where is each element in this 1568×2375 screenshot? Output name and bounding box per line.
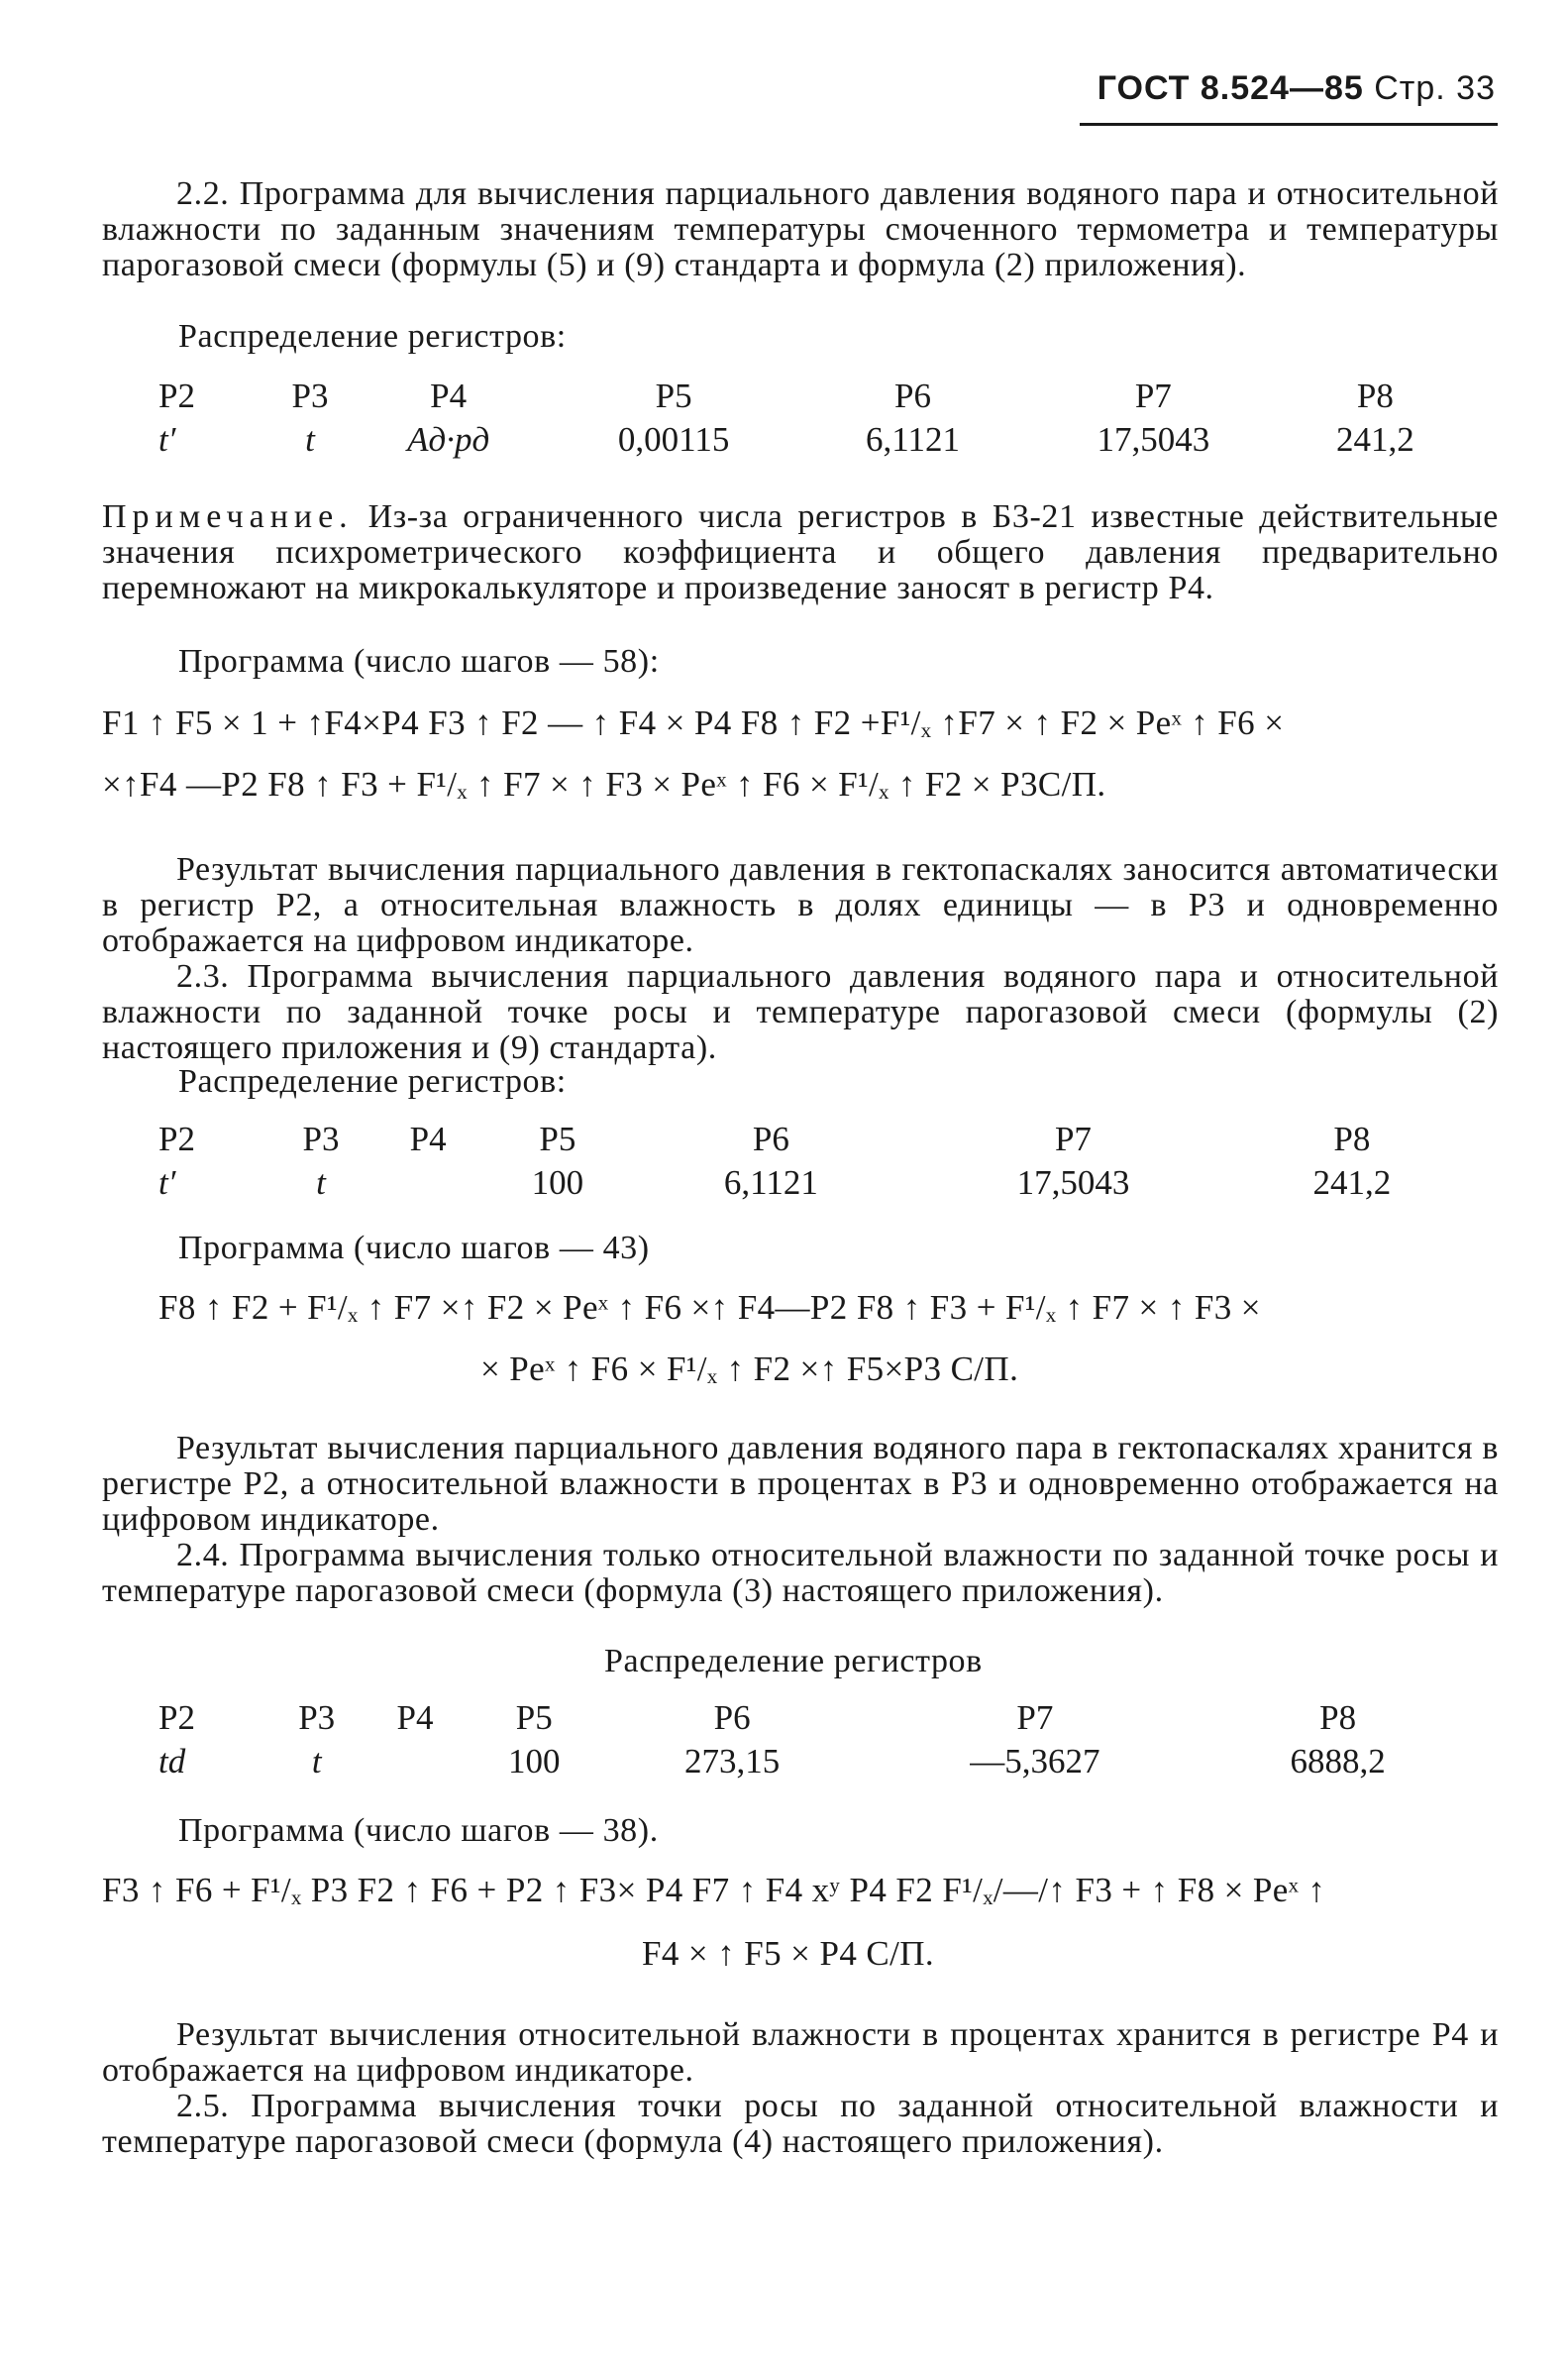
register-name: Р5: [655, 377, 692, 415]
register-name: Р2: [158, 377, 195, 415]
register-value: 0,00115: [617, 420, 730, 459]
register-name: Р3: [298, 1698, 336, 1737]
register-value: 100: [508, 1742, 561, 1781]
section-2-2-register-title: Распределение регистров:: [178, 318, 567, 355]
register-value: 6888,2: [1290, 1742, 1386, 1781]
section-2-3-register-title: Распределение регистров:: [178, 1063, 567, 1100]
register-name: Р4: [396, 1698, 434, 1737]
register-name: Р7: [1016, 1698, 1054, 1737]
register-name: Р4: [430, 377, 468, 415]
note-paragraph: [102, 499, 1499, 606]
note-label: Примечание.: [102, 498, 354, 535]
section-2-4-program-caption: Программа (число шагов — 38).: [178, 1812, 659, 1849]
section-2-3-text: 2.3. Программа вычисления парциального давления водяного пара и относительной влажности по заданной точке росы и температуре парогазовой смеси (формулы (2) настоящего приложения и (9) стандарта).: [102, 958, 1499, 1066]
register-names-row: [129, 1118, 1466, 1161]
section-2-3-program-line-2: × Peˣ ↑ F6 × F¹/ₓ ↑ F2 ×↑ F5×P3 C/П.: [480, 1349, 1019, 1388]
register-value: t: [311, 1742, 322, 1781]
section-2-4-result: Результат вычисления относительной влажности в процентах хранится в регистре Р4 и отображается на цифровом индикаторе.: [102, 2016, 1499, 2089]
register-value: t′: [158, 1163, 176, 1202]
register-name: Р7: [1134, 377, 1172, 415]
register-value: Aд·pд: [407, 420, 490, 459]
register-value: 6,1121: [723, 1163, 818, 1202]
section-2-4-register-title: Распределение регистров: [604, 1643, 983, 1679]
section-2-3-program-caption: Программа (число шагов — 43): [178, 1230, 650, 1266]
register-values-row: [129, 418, 1466, 462]
register-value: 241,2: [1312, 1163, 1392, 1202]
register-value: 241,2: [1335, 420, 1414, 459]
section-2-3-register-table: [129, 1118, 1466, 1205]
section-2-4-register-table: [129, 1696, 1466, 1783]
header-rule: [1080, 123, 1498, 126]
page-number: Стр. 33: [1374, 69, 1496, 107]
register-value: [366, 1740, 464, 1783]
section-2-2-register-table: [129, 375, 1466, 462]
register-values-row: [129, 1161, 1466, 1205]
register-name: Р2: [158, 1698, 195, 1737]
register-value: t′: [158, 420, 176, 459]
register-name: Р8: [1333, 1120, 1371, 1158]
register-value: 17,5043: [1016, 1163, 1130, 1202]
standard-number: ГОСТ 8.524—85: [1097, 69, 1364, 107]
register-names-row: [129, 1696, 1466, 1740]
register-value: td: [158, 1742, 186, 1781]
register-name: Р6: [752, 1120, 789, 1158]
register-name: Р5: [539, 1120, 576, 1158]
section-2-2-text: 2.2. Программа для вычисления парциального давления водяного пара и относительной влажности по заданным значениям температуры смоченного термометра и температуры парогазовой смеси (формулы (5) и (9) стандарта и формула (2) приложения).: [102, 175, 1499, 283]
section-2-4-program-line-1: F3 ↑ F6 + F¹/ₓ P3 F2 ↑ F6 + P2 ↑ F3× P4 F7 ↑ F4 xʸ P4 F2 F¹/ₓ/—/↑ F3 + ↑ F8 × Peˣ ↑: [102, 1871, 1326, 1909]
register-value: 100: [531, 1163, 584, 1202]
register-values-row: [129, 1740, 1466, 1783]
register-name: Р6: [713, 1698, 751, 1737]
register-value: 273,15: [684, 1742, 781, 1781]
register-name: Р7: [1054, 1120, 1092, 1158]
register-name: Р4: [409, 1120, 447, 1158]
register-value: 6,1121: [866, 420, 960, 459]
register-name: Р8: [1356, 377, 1394, 415]
section-2-2-result: Результат вычисления парциального давления в гектопаскалях заносится автоматически в регистр Р2, а относительная влажность в долях единицы — в Р3 и одновременно отображается на цифровом индикаторе.: [102, 851, 1499, 959]
register-value: 17,5043: [1097, 420, 1210, 459]
section-2-2-program-line-2: ×↑F4 —P2 F8 ↑ F3 + F¹/ₓ ↑ F7 × ↑ F3 × Peˣ ↑ F6 × F¹/ₓ ↑ F2 × P3C/П.: [102, 765, 1106, 804]
register-name: Р3: [291, 377, 329, 415]
section-2-3-program-line-1: F8 ↑ F2 + F¹/ₓ ↑ F7 ×↑ F2 × Peˣ ↑ F6 ×↑ F4—P2 F8 ↑ F3 + F¹/ₓ ↑ F7 × ↑ F3 ×: [158, 1288, 1261, 1327]
section-2-5-text: 2.5. Программа вычисления точки росы по заданной относительной влажности и температуре парогазовой смеси (формула (4) настоящего приложения).: [102, 2088, 1499, 2160]
section-2-2-program-line-1: F1 ↑ F5 × 1 + ↑F4×P4 F3 ↑ F2 — ↑ F4 × P4 F8 ↑ F2 +F¹/ₓ ↑F7 × ↑ F2 × Peˣ ↑ F6 ×: [102, 703, 1285, 742]
register-value: [374, 1161, 481, 1205]
register-name: Р2: [158, 1120, 195, 1158]
register-value: t: [316, 1163, 326, 1202]
page-header: [1050, 69, 1496, 108]
register-name: Р8: [1319, 1698, 1357, 1737]
section-2-4-text: 2.4. Программа вычисления только относительной влажности по заданной точке росы и температуре парогазовой смеси (формула (3) настоящего приложения).: [102, 1537, 1499, 1609]
register-name: Р5: [515, 1698, 553, 1737]
note-text: Из-за ограниченного числа регистров в Б3-21 известные действительные значения психрометрического коэффициента и общего давления предварительно перемножают на микрокалькуляторе и произведение заносят в регистр Р4.: [102, 498, 1499, 606]
register-name: Р6: [894, 377, 931, 415]
section-2-2-program-caption: Программа (число шагов — 58):: [178, 643, 660, 680]
section-2-3-result: Результат вычисления парциального давления водяного пара в гектопаскалях хранится в регистре Р2, а относительной влажности в процентах в Р3 и одновременно отображается на цифровом индикаторе.: [102, 1430, 1499, 1538]
register-name: Р3: [302, 1120, 340, 1158]
register-value: —5,3627: [970, 1742, 1100, 1781]
section-2-4-program-line-2: F4 × ↑ F5 × P4 C/П.: [642, 1934, 935, 1973]
register-value: t: [305, 420, 315, 459]
register-names-row: [129, 375, 1466, 418]
